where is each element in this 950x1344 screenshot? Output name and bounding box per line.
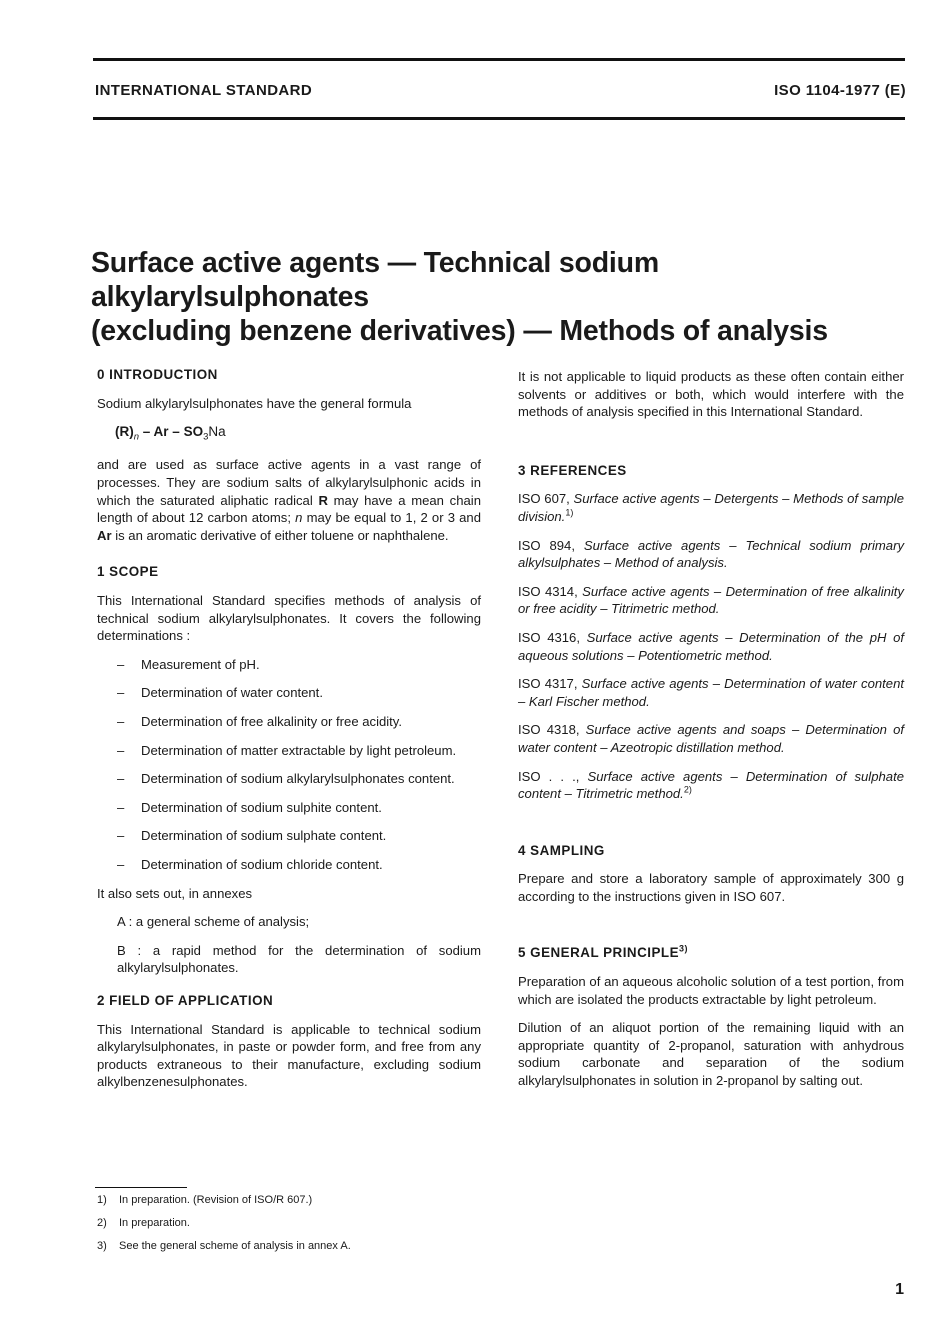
document-title <box>91 246 931 348</box>
reference-code: ISO 4316, <box>518 629 587 645</box>
list-dash: – <box>117 656 125 672</box>
footnotes <box>97 1193 497 1262</box>
reference-iso-607 <box>518 490 904 525</box>
scope-paragraph: This International Standard specifies methods of analysis of technical sodium alkylarylsulphonates. It covers the following determinations : <box>97 593 481 644</box>
reference-code: ISO 4317, <box>518 676 582 692</box>
footnote-number: 1) <box>97 1194 107 1206</box>
footnote-2 <box>97 1216 497 1230</box>
scope-item-2 <box>117 684 481 702</box>
page-number: 1 <box>895 1281 904 1298</box>
scope-heading: 1 SCOPE <box>97 564 159 580</box>
reference-iso-4318 <box>518 721 904 756</box>
footnote-marker: 1) <box>565 507 574 518</box>
scope-item-text: Determination of free alkalinity or free acidity. <box>141 714 403 729</box>
document-title-line-1: Surface active agents — Technical sodium alkylarylsulphonates <box>91 247 659 313</box>
reference-iso-sulphate <box>518 768 904 803</box>
reference-title: Surface active agents – Determination of the pH of aqueous solutions – Potentiometric method. <box>518 629 904 663</box>
footnote-text: In preparation. <box>119 1217 190 1229</box>
reference-code: ISO . . ., <box>518 768 588 784</box>
footnote-marker: 3) <box>679 944 689 954</box>
intro-text-e: may be equal to 1, 2 or 3 and <box>302 510 481 526</box>
scope-item-7 <box>117 827 481 845</box>
intro-symbol-ar: Ar <box>97 527 112 543</box>
reference-title: Surface active agents – Detergents – Methods of sample division. <box>518 491 904 524</box>
formula-ar-group: – Ar – SO <box>139 424 204 440</box>
scope-item-4 <box>117 742 481 760</box>
left-column <box>97 366 481 1102</box>
scope-item-text: Determination of water content. <box>141 685 323 701</box>
reference-code: ISO 607, <box>518 491 574 507</box>
reference-title: Surface active agents – Technical sodium primary alkylsulphates – Method of analysis. <box>518 537 904 571</box>
header-top-rule <box>93 58 905 61</box>
reference-title: Surface active agents – Determination of water content – Karl Fischer method. <box>518 676 904 709</box>
scope-item-text: Measurement of pH. <box>141 656 260 672</box>
general-principle-paragraph-2: Dilution of an aliquot portion of the remaining liquid with an appropriate quantity of 2-propanol, saturation with anhydrous sodium carbonate and separation of the sodium alkylarylsulphonates in solution in 2-propanol by salting out. <box>518 1020 904 1089</box>
scope-item-text: Determination of sodium sulphite content. <box>141 799 382 815</box>
scope-item-5 <box>117 770 481 788</box>
general-principle-heading-text: 5 GENERAL PRINCIPLE <box>518 945 680 961</box>
intro-text-c: may have a mean chain length of about 12 carbon atoms; <box>97 492 481 526</box>
intro-text-g: is an aromatic derivative of either toluene or naphthalene. <box>111 527 449 543</box>
general-principle-heading <box>518 944 904 962</box>
reference-title: Surface active agents – Determination of sulphate content – Titrimetric method. <box>518 768 904 802</box>
sampling-heading: 4 SAMPLING <box>518 842 605 858</box>
scope-item-8 <box>117 856 481 874</box>
reference-code: ISO 4318, <box>518 722 586 738</box>
reference-iso-894 <box>518 537 904 572</box>
list-dash: – <box>117 685 125 701</box>
reference-code: ISO 4314, <box>518 583 583 599</box>
reference-iso-4314 <box>518 583 904 618</box>
reference-iso-4316 <box>518 629 904 664</box>
standard-number-label: ISO 1104-1977 (E) <box>774 82 906 99</box>
references-heading: 3 REFERENCES <box>518 462 627 478</box>
footnote-3 <box>97 1239 497 1253</box>
scope-item-text: Determination of sodium sulphate content. <box>141 828 387 844</box>
footnote-number: 2) <box>97 1217 107 1229</box>
list-dash: – <box>117 742 125 758</box>
annex-b-item: B : a rapid method for the determination of sodium alkylarylsulphonates. <box>117 942 481 976</box>
annex-intro: It also sets out, in annexes <box>97 885 253 901</box>
sampling-paragraph: Prepare and store a laboratory sample of approximately 300 g according to the instructions given in ISO 607. <box>518 871 904 904</box>
footnote-separator <box>95 1187 187 1188</box>
footnote-number: 3) <box>97 1240 107 1252</box>
introduction-paragraph-2 <box>97 456 481 544</box>
introduction-paragraph-1: Sodium alkylarylsulphonates have the general formula <box>97 395 412 411</box>
standard-type-label: INTERNATIONAL STANDARD <box>95 82 313 99</box>
footnote-marker: 2) <box>683 784 692 795</box>
scope-item-6 <box>117 799 481 817</box>
intro-symbol-r: R <box>318 492 328 508</box>
scope-item-3 <box>117 713 481 731</box>
general-principle-paragraph-1: Preparation of an aqueous alcoholic solution of a test portion, from which are isolated the products extractable by light petroleum. <box>518 974 904 1007</box>
formula-na: Na <box>208 424 226 440</box>
list-dash: – <box>117 714 125 729</box>
general-formula <box>115 423 481 446</box>
reference-title: Surface active agents and soaps – Determination of water content – Azeotropic distillation method. <box>518 722 904 755</box>
introduction-heading: 0 INTRODUCTION <box>97 367 218 382</box>
reference-code: ISO 894, <box>518 537 584 553</box>
footnote-text: In preparation. (Revision of ISO/R 607.) <box>119 1194 313 1206</box>
scope-item-1 <box>117 656 481 674</box>
formula-n-subscript: n <box>133 431 140 443</box>
scope-item-text: Determination of sodium alkylarylsulphonates content. <box>141 771 455 787</box>
field-of-application-paragraph-2: It is not applicable to liquid products as these often contain either solvents or additives or both, which would interfere with the methods of analysis specified in this International Standard. <box>518 369 904 420</box>
scope-item-text: Determination of matter extractable by light petroleum. <box>141 742 457 758</box>
footnote-text: See the general scheme of analysis in annex A. <box>119 1240 351 1252</box>
right-column <box>518 368 904 1101</box>
list-dash: – <box>117 828 125 844</box>
list-dash: – <box>117 856 125 872</box>
footnote-1 <box>97 1193 497 1207</box>
intro-symbol-n: n <box>295 510 303 526</box>
scope-item-text: Determination of sodium chloride content. <box>141 856 383 872</box>
reference-iso-4317 <box>518 675 904 710</box>
field-of-application-heading: 2 FIELD OF APPLICATION <box>97 992 274 1008</box>
reference-title: Surface active agents – Determination of free alkalinity or free acidity – Titrimetric method. <box>518 583 904 617</box>
header-bottom-rule <box>93 117 905 120</box>
annex-a-item: A : a general scheme of analysis; <box>117 914 310 930</box>
list-dash: – <box>117 799 125 815</box>
intro-text-a: and are used as surface active agents in a vast range of processes. They are sodium salts of alkylarylsulphonic acids in which the saturated aliphatic radical <box>97 457 481 508</box>
formula-3-subscript: 3 <box>203 431 209 443</box>
field-of-application-paragraph-1: This International Standard is applicable to technical sodium alkylarylsulphonates, in paste or powder form, and free from any products extraneous to their manufacture, excluding sodium alkylbenzenesulphonates. <box>97 1021 481 1090</box>
formula-radical: (R) <box>115 424 134 440</box>
list-dash: – <box>117 771 125 787</box>
document-title-line-2: (excluding benzene derivatives) — Methods of analysis <box>91 315 828 347</box>
